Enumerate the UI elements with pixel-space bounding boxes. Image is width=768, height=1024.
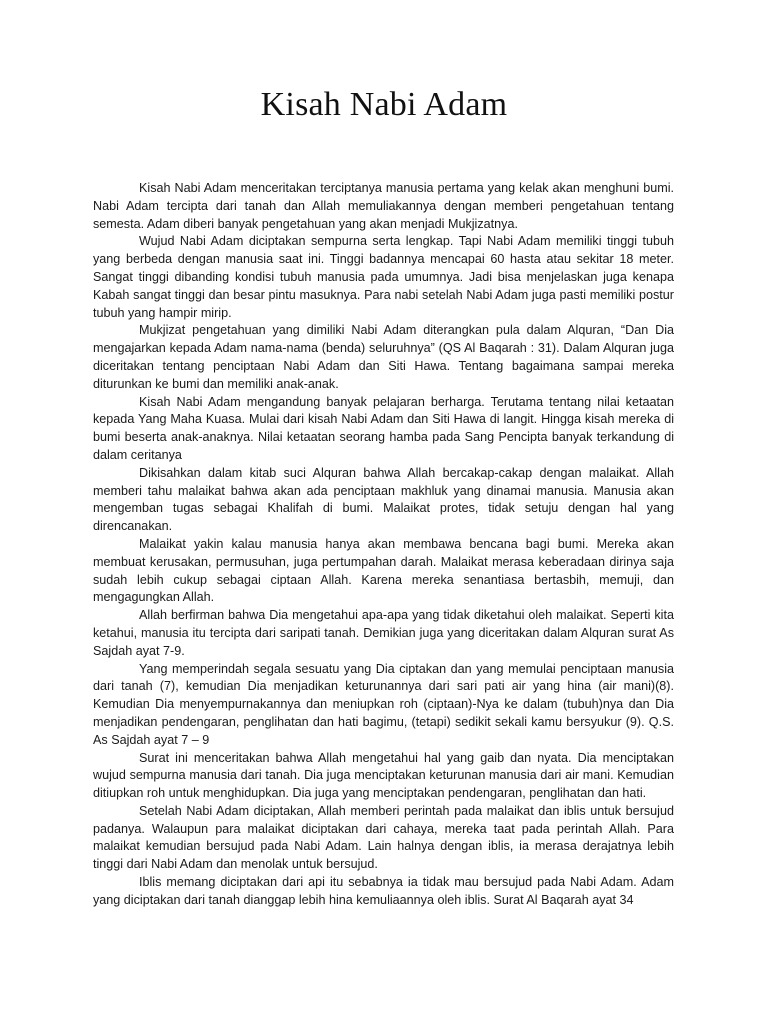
paragraph: Malaikat yakin kalau manusia hanya akan membawa bencana bagi bumi. Mereka akan membuat kerusakan, permusuhan, juga pertumpahan darah. Malaikat merasa keberadaan dirinya saja sudah lebih cukup sebagai ciptaan Allah. Karena mereka senantiasa bertasbih, memuji, dan mengagungkan Allah. [93,536,674,605]
paragraph: Surat ini menceritakan bahwa Allah mengetahui hal yang gaib dan nyata. Dia menciptakan wujud sempurna manusia dari tanah. Dia juga menciptakan keturunan manusia dari air mani. Kemudian ditiupkan roh untuk menghidupkan. Dia juga yang menciptakan pendengaran, penglihatan dan hati. [93,750,674,801]
document-body [93,180,674,910]
paragraph: Wujud Nabi Adam diciptakan sempurna serta lengkap. Tapi Nabi Adam memiliki tinggi tubuh yang berbeda dengan manusia saat ini. Tinggi badannya mencapai 60 hasta atau sekitar 18 meter. Sangat tinggi dibanding kondisi tubuh manusia pada umumnya. Jadi bisa menjelaskan juga kenapa Kabah sangat tinggi dan besar pintu masuknya. Para nabi setelah Nabi Adam juga pasti memiliki postur tubuh yang hampir mirip. [93,234,674,320]
paragraph: Yang memperindah segala sesuatu yang Dia ciptakan dan yang memulai penciptaan manusia dari tanah (7), kemudian Dia menjadikan keturunannya dari sari pati air yang hina (air mani)(8). Kemudian Dia menyempurnakannya dan meniupkan roh (ciptaan)-Nya ke dalam (tubuh)nya dan Dia menjadikan pendengaran, penglihatan dan hati bagimu, (tetapi) sedikit sekali kamu bersyukur (9). Q.S. As Sajdah ayat 7 – 9 [93,661,674,747]
page-title: Kisah Nabi Adam [260,86,508,123]
paragraph: Iblis memang diciptakan dari api itu sebabnya ia tidak mau bersujud pada Nabi Adam. Adam yang diciptakan dari tanah dianggap lebih hina kemuliaannya oleh iblis. Surat Al Baqarah ayat 34 [93,875,674,907]
paragraph: Mukjizat pengetahuan yang dimiliki Nabi Adam diterangkan pula dalam Alquran, “Dan Dia mengajarkan kepada Adam nama-nama (benda) seluruhnya” (QS Al Baqarah : 31). Dalam Alquran juga diceritakan tentang penciptaan Nabi Adam dan Siti Hawa. Tentang bagaimana sampai mereka diturunkan ke bumi dan memiliki anak-anak. [93,323,674,391]
paragraph: Kisah Nabi Adam mengandung banyak pelajaran berharga. Terutama tentang nilai ketaatan kepada Yang Maha Kuasa. Mulai dari kisah Nabi Adam dan Siti Hawa di langit. Hingga kisah mereka di bumi beserta anak-anaknya. Nilai ketaatan seorang hamba pada Sang Pencipta banyak terkandung di dalam ceritanya [93,394,674,462]
paragraph: Setelah Nabi Adam diciptakan, Allah memberi perintah pada malaikat dan iblis untuk bersujud padanya. Walaupun para malaikat diciptakan dari cahaya, mereka taat pada perintah Allah. Para malaikat kemudian bersujud pada Nabi Adam. Lain halnya dengan iblis, ia merasa derajatnya lebih tinggi dari Nabi Adam dan menolak untuk bersujud. [93,803,674,872]
paragraph: Allah berfirman bahwa Dia mengetahui apa-apa yang tidak diketahui oleh malaikat. Seperti kita ketahui, manusia itu tercipta dari saripati tanah. Demikian juga yang diceritakan dalam Alquran surat As Sajdah ayat 7-9. [93,608,674,658]
paragraph: Kisah Nabi Adam menceritakan terciptanya manusia pertama yang kelak akan menghuni bumi. Nabi Adam tercipta dari tanah dan Allah memuliakannya dengan memberi pengetahuan tentang semesta. Adam diberi banyak pengetahuan yang akan menjadi Mukjizatnya. [93,181,674,231]
paragraph: Dikisahkan dalam kitab suci Alquran bahwa Allah bercakap-cakap dengan malaikat. Allah memberi tahu malaikat bahwa akan ada penciptaan makhluk yang dinamai manusia. Manusia akan mengemban tugas sebagai Khalifah di bumi. Malaikat protes, tidak setuju dengan hal yang direncanakan. [93,465,674,534]
